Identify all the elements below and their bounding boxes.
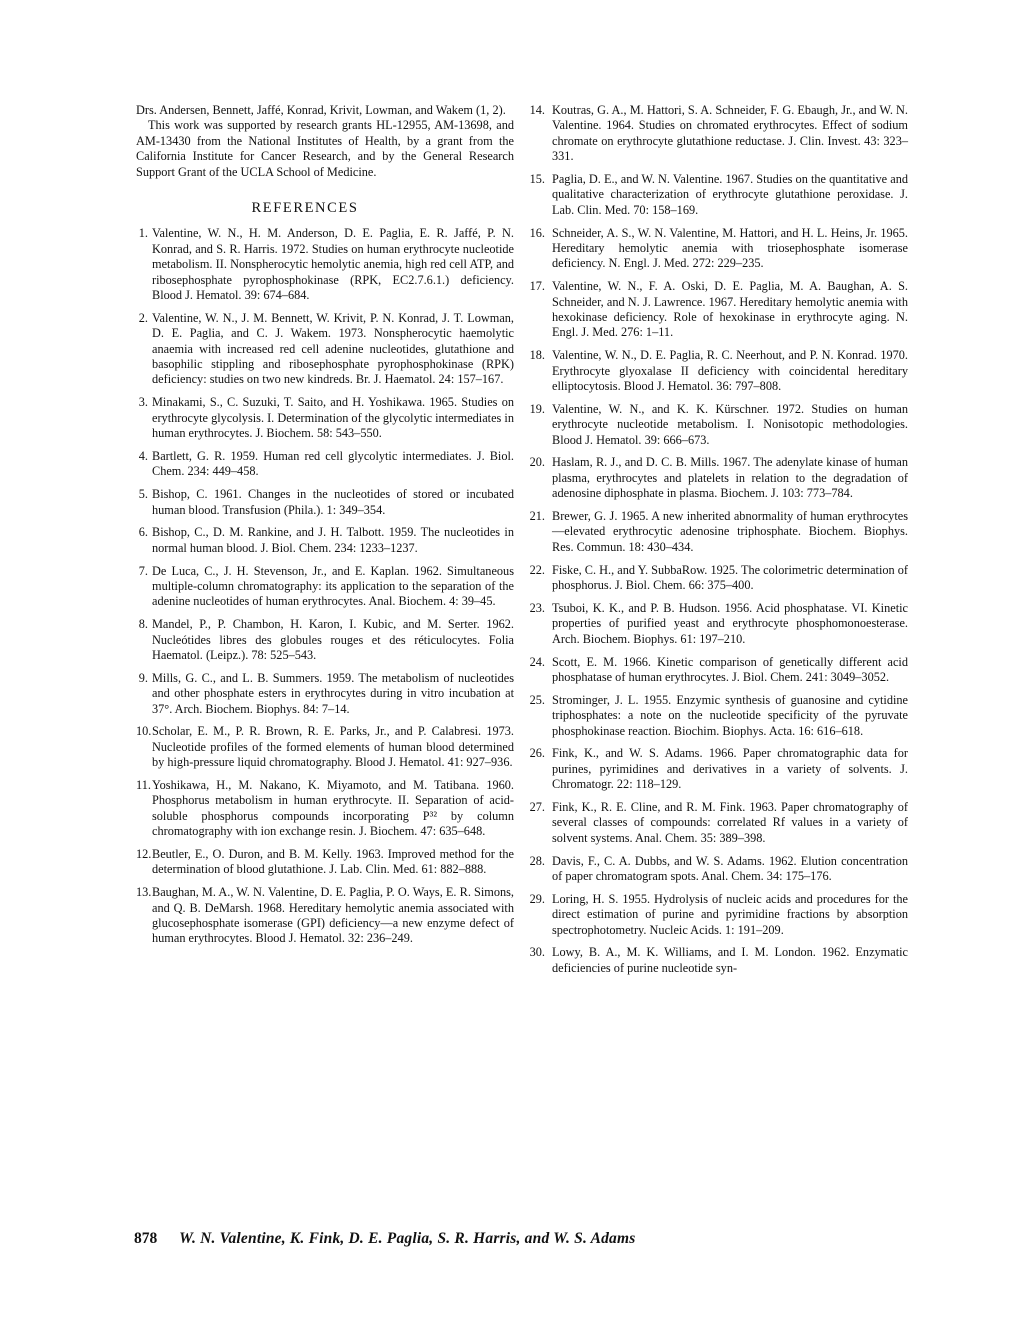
reference-number: 2. [138,310,148,325]
reference-text: Valentine, W. N., J. M. Bennett, W. Krivit, P. N. Konrad, J. T. Lowman, D. E. Paglia, and C. J. Wakem. 1973. Nonspherocytic haemolytic anaemia with increased red cell adenine nucleotides, glutathione and basophilic stippling and ribosephosphate pyrophosphokinase (RPK) deficiency: studies on two new kindreds. Br. J. Haematol. 24: 157–167. [152,310,514,387]
reference-number: 12. [136,846,152,861]
reference-item [530,601,908,647]
reference-item [530,279,908,341]
reference-text: Brewer, G. J. 1965. A new inherited abnormality of human erythrocytes—elevated erythrocytic adenosine triphosphate. Biochem. Biophys. Res. Commun. 18: 430–434. [552,509,908,554]
reference-text: Valentine, W. N., D. E. Paglia, R. C. Neerhout, and P. N. Konrad. 1970. Erythrocyte glyoxalase II deficiency with coincidental hereditary elliptocytosis. Blood J. Hematol. 36: 797–808. [552,348,908,394]
reference-text: Paglia, D. E., and W. N. Valentine. 1967. Studies on the quantitative and qualitative characterization of erythrocyte glutathione peroxidase. J. Lab. Clin. Med. 70: 158–169. [552,172,908,217]
reference-text: Fink, K., R. E. Cline, and R. M. Fink. 1963. Paper chromatography of several classes of compounds: correlated Rf values in a variety of solvent systems. Anal. Chem. 35: 389–398. [552,799,908,845]
reference-item [136,311,514,388]
page-footer [134,1230,914,1248]
reference-text: Tsuboi, K. K., and P. B. Hudson. 1956. Acid phosphatase. VI. Kinetic properties of purified yeast and erythrocyte phosphomonoesterase. Arch. Biochem. Biophys. 61: 197–210. [552,600,908,646]
reference-item [530,563,908,594]
acknowledgment-paragraph: This work was supported by research grants HL-12955, AM-13698, and AM-13430 from the National Institutes of Health, by a grant from the California Institute for Cancer Research, and by the General Research Support Grant of the UCLA School of Medicine. [136,118,514,179]
reference-text: Valentine, W. N., F. A. Oski, D. E. Paglia, M. A. Baughan, A. S. Schneider, and N. J. Lawrence. 1967. Hereditary hemolytic anemia with hexokinase deficiency. Role of hexokinase in erythrocyte aging. N. Engl. J. Med. 276: 1–11. [552,279,908,340]
reference-text: Yoshikawa, H., M. Nakano, K. Miyamoto, and M. Tatibana. 1960. Phosphorus metabolism in human erythrocyte. II. Separation of acid-soluble phosphorus compounds incorporating P³² by column chromatography with ion exchange resin. J. Biochem. 47: 635–648. [152,777,514,839]
reference-number: 13. [136,885,152,900]
reference-item [530,103,908,165]
reference-number: 15. [529,172,545,187]
reference-number: 17. [529,279,545,294]
reference-text: Bartlett, G. R. 1959. Human red cell glycolytic intermediates. J. Biol. Chem. 234: 449–458. [152,448,514,479]
reference-number: 5. [138,487,148,502]
reference-number: 22. [529,562,545,577]
reference-text: Loring, H. S. 1955. Hydrolysis of nucleic acids and procedures for the direct estimation of purine and pyrimidine fractions by absorption spectrophotometry. Nucleic Acids. 1: 191–209. [552,891,908,937]
reference-number: 7. [138,563,148,578]
reference-text: Beutler, E., O. Duron, and B. M. Kelly. 1963. Improved method for the determination of blood glutathione. J. Lab. Clin. Med. 61: 882–888. [152,846,514,877]
reference-text: Lowy, B. A., M. K. Williams, and I. M. London. 1962. Enzymatic deficiencies of purine nucleotide syn- [552,945,908,975]
reference-text: Valentine, W. N., and K. K. Kürschner. 1972. Studies on human erythrocyte nucleotide metabolism. I. Nonisotopic methodologies. Blood J. Hematol. 39: 666–673. [552,401,908,447]
reference-text: Koutras, G. A., M. Hattori, S. A. Schneider, F. G. Ebaugh, Jr., and W. N. Valentine. 1964. Studies on chromated erythrocytes. Effect of sodium chromate on erythrocyte glutathione reductase. J. Clin. Invest. 43: 323–331. [552,103,908,164]
reference-item [136,671,514,717]
reference-number: 28. [529,853,545,868]
reference-item [136,449,514,480]
reference-number: 4. [138,448,148,463]
reference-number: 23. [529,600,545,615]
reference-number: 18. [529,348,545,363]
reference-text: Davis, F., C. A. Dubbs, and W. S. Adams. 1962. Elution concentration of paper chromatogram spots. Anal. Chem. 34: 175–176. [552,853,908,883]
reference-number: 30. [529,945,545,960]
reference-number: 9. [138,670,148,685]
reference-text: De Luca, C., J. H. Stevenson, Jr., and E. Kaplan. 1962. Simultaneous multiple-column chromatography: its application to the separation of the adenine nucleotides of human erythrocytes. Anal. Biochem. 4: 39–45. [152,563,514,609]
reference-number: 29. [529,891,545,906]
reference-item [136,395,514,441]
reference-text: Minakami, S., C. Suzuki, T. Saito, and H. Yoshikawa. 1965. Studies on erythrocyte glycolysis. I. Determination of the glycolytic intermediates in human erythrocytes. J. Biochem. 58: 543–550. [152,395,514,441]
reference-item [136,525,514,556]
reference-item [136,564,514,610]
reference-text: Fiske, C. H., and Y. SubbaRow. 1925. The colorimetric determination of phosphorus. J. Biol. Chem. 66: 375–400. [552,562,908,593]
references-heading: REFERENCES [251,200,359,217]
reference-number: 20. [529,455,545,470]
reference-text: Mandel, P., P. Chambon, H. Karon, I. Kubic, and M. Serter. 1962. Nucleótides libres des globules rouges et des réticulocytes. Folia Haematol. (Leipz.). 78: 525–543. [152,617,514,662]
running-footer-authors: W. N. Valentine, K. Fink, D. E. Paglia, S. R. Harris, and W. S. Adams [179,1230,636,1247]
reference-item [530,800,908,846]
reference-item [530,945,908,976]
reference-item [530,172,908,218]
reference-text: Scott, E. M. 1966. Kinetic comparison of genetically different acid phosphatase of human erythrocytes. J. Biol. Chem. 241: 3049–3052. [552,654,908,684]
reference-text: Haslam, R. J., and D. C. B. Mills. 1967. The adenylate kinase of human plasma, erythrocytes and platelets in relation to the degradation of adenosine diphosphate in plasma. Biochem. J. 103: 773–784. [552,455,908,501]
page-number: 878 [134,1230,158,1247]
reference-text: Schneider, A. S., W. N. Valentine, M. Hattori, and H. L. Heins, Jr. 1965. Hereditary hemolytic anemia with triosephosphate isomerase deficiency. N. Engl. J. Med. 272: 229–235. [552,225,908,271]
reference-item [530,226,908,272]
reference-item [530,455,908,501]
reference-number: 26. [529,746,545,761]
reference-text: Fink, K., and W. S. Adams. 1966. Paper chromatographic data for purines, pyrimidines and derivatives in a variety of solvents. J. Chromatogr. 22: 118–129. [552,746,908,792]
reference-item [530,746,908,792]
reference-number: 25. [529,692,545,707]
reference-number: 16. [529,225,545,240]
reference-item [136,487,514,518]
reference-item [136,885,514,947]
reference-text: Mills, G. C., and L. B. Summers. 1959. The metabolism of nucleotides and other phosphate esters in erythrocytes during in vitro incubation at 37°. Arch. Biochem. Biophys. 84: 7–14. [152,670,514,716]
reference-item [530,348,908,394]
reference-number: 27. [529,799,545,814]
reference-text: Scholar, E. M., P. R. Brown, R. E. Parks, Jr., and P. Calabresi. 1973. Nucleotide profiles of the formed elements of human blood determined by high-pressure liquid chromatography. Blood J. Hematol. 41: 927–936. [152,724,514,770]
reference-number: 10. [136,724,152,739]
reference-item [136,847,514,878]
reference-text: Strominger, J. L. 1955. Enzymic synthesis of guanosine and cytidine triphosphates: a note on the nucleotide specificity of the pyruvate phosphokinase reaction. Biochim. Biophys. Acta. 16: 616–618. [552,692,908,738]
reference-number: 3. [138,395,148,410]
reference-number: 14. [529,103,545,117]
reference-item [530,693,908,739]
reference-item [136,724,514,770]
left-column [136,103,514,954]
reference-number: 19. [529,401,545,416]
reference-number: 24. [529,654,545,669]
reference-item [530,509,908,555]
reference-item [136,226,514,303]
reference-text: Baughan, M. A., W. N. Valentine, D. E. Paglia, P. O. Ways, E. R. Simons, and Q. B. DeMarsh. 1968. Hereditary hemolytic anemia associated with glucosephosphate isomerase (GPI) deficiency—a new enzyme defect of human erythrocytes. Blood J. Hematol. 32: 236–249. [152,885,514,946]
reference-text: Bishop, C. 1961. Changes in the nucleotides of stored or incubated human blood. Transfusion (Phila.). 1: 349–354. [152,487,514,517]
reference-item [530,892,908,938]
references-list-right [530,103,908,976]
acknowledgment-paragraph: Drs. Andersen, Bennett, Jaffé, Konrad, Krivit, Lowman, and Wakem (1, 2). [136,103,506,117]
reference-item [530,854,908,885]
reference-item [530,402,908,448]
reference-number: 21. [529,509,545,524]
reference-text: Bishop, C., D. M. Rankine, and J. H. Talbott. 1959. The nucleotides in normal human blood. J. Biol. Chem. 234: 1233–1237. [152,525,514,555]
references-list-left [136,226,514,946]
reference-number: 8. [138,617,148,632]
reference-number: 6. [138,525,148,540]
reference-text: Valentine, W. N., H. M. Anderson, D. E. Paglia, E. R. Jaffé, P. N. Konrad, and S. R. Harris. 1972. Studies on human erythrocyte nucleotide metabolism. II. Nonspherocytic hemolytic anemia, high red cell ATP, and ribosephosphate pyrophosphokinase (RPK, EC2.7.6.1.) deficiency. Blood J. Hematol. 39: 674–684. [152,226,514,303]
reference-item [136,617,514,663]
right-column [530,103,908,984]
reference-number: 11. [136,777,151,792]
reference-item [530,655,908,686]
reference-item [136,778,514,840]
reference-number: 1. [138,226,148,241]
